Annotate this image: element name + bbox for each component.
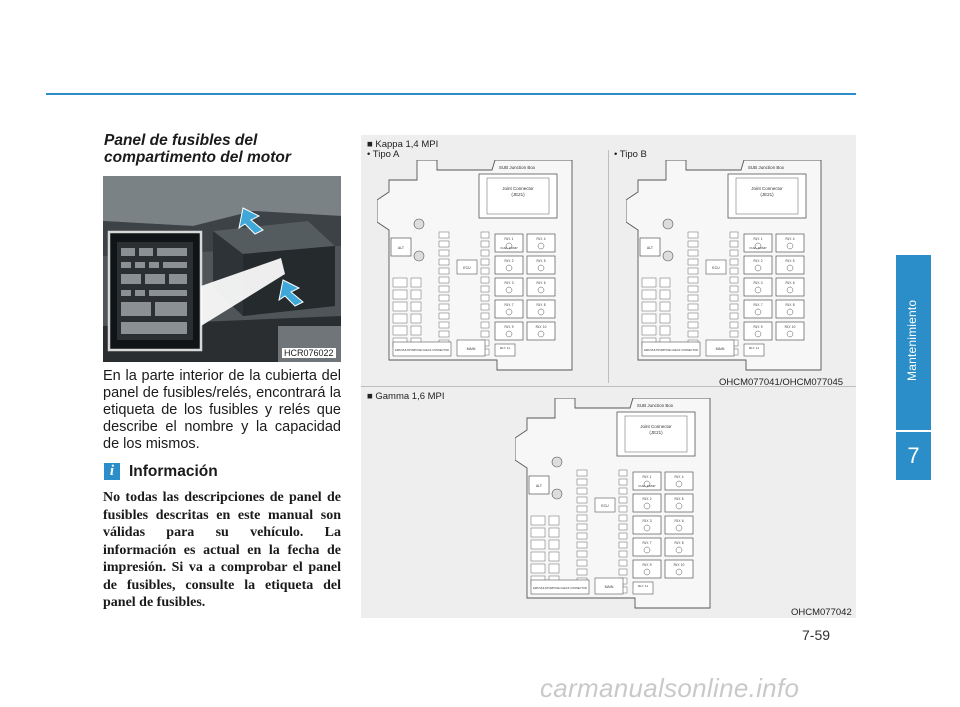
type-b-label: • Tipo B bbox=[614, 149, 647, 160]
info-icon: i bbox=[104, 463, 120, 480]
chapter-side-label: Mantenimiento bbox=[905, 299, 919, 381]
mini-fuse bbox=[439, 232, 449, 238]
mini-fuse bbox=[730, 322, 738, 328]
relay-label: RLY. 10 bbox=[673, 563, 685, 567]
relay-label: RLY. 4 bbox=[536, 237, 546, 241]
medium-fuse bbox=[531, 564, 545, 573]
relay-label: RLY. 2 bbox=[753, 259, 763, 263]
photo-code: HCR076022 bbox=[284, 348, 334, 358]
terminal-bolt bbox=[663, 251, 673, 261]
relay-label: RLY. 1 bbox=[504, 237, 514, 241]
mini-fuse bbox=[481, 286, 489, 292]
medium-fuse bbox=[642, 302, 656, 311]
mini-fuse bbox=[619, 470, 627, 476]
alt-label: ALT bbox=[397, 246, 405, 250]
mini-fuse bbox=[619, 569, 627, 575]
alt-label: ALT bbox=[535, 484, 543, 488]
medium-fuse bbox=[411, 290, 421, 299]
terminal-bolt bbox=[552, 457, 562, 467]
medium-fuse bbox=[549, 516, 559, 525]
relay-label: RLY. 5 bbox=[785, 259, 795, 263]
relay-label: RLY. 2 bbox=[504, 259, 514, 263]
relay-label: RLY. 4 bbox=[785, 237, 795, 241]
medium-fuse bbox=[531, 528, 545, 537]
mini-fuse bbox=[619, 524, 627, 530]
mini-fuse bbox=[730, 277, 738, 283]
medium-fuse bbox=[642, 290, 656, 299]
fuse-diagram-type-b bbox=[626, 160, 826, 380]
mini-fuse bbox=[619, 497, 627, 503]
section-title-line1: Panel de fusibles del bbox=[104, 132, 258, 149]
medium-fuse bbox=[642, 326, 656, 335]
mini-fuse bbox=[481, 322, 489, 328]
section-title-line2: compartimento del motor bbox=[104, 149, 291, 166]
mini-fuse bbox=[481, 250, 489, 256]
mini-fuse bbox=[619, 560, 627, 566]
relay-11-label: RLY. 11 bbox=[499, 346, 511, 350]
mini-fuse bbox=[439, 268, 449, 274]
mini-fuse bbox=[439, 259, 449, 265]
mini-fuse bbox=[730, 331, 738, 337]
joint-connector-label: Joint Connector bbox=[502, 186, 534, 191]
mini-fuse bbox=[439, 295, 449, 301]
page-number: 7-59 bbox=[802, 627, 831, 643]
joint-connector-id: (JE21) bbox=[649, 430, 663, 435]
relay-label: RLY. 4 bbox=[674, 475, 684, 479]
mini-fuse bbox=[688, 322, 698, 328]
ecu-label: ECU bbox=[463, 266, 471, 270]
medium-fuse bbox=[642, 314, 656, 323]
alt-label: ALT bbox=[646, 246, 654, 250]
engine-fuse-box-photo bbox=[103, 176, 341, 362]
mini-fuse bbox=[730, 295, 738, 301]
mini-fuse bbox=[688, 286, 698, 292]
fuse-diagram-type-a bbox=[377, 160, 577, 380]
mini-fuse bbox=[439, 277, 449, 283]
medium-fuse bbox=[660, 302, 670, 311]
relay-label: RLY. 3 bbox=[642, 519, 652, 523]
mini-fuse bbox=[688, 295, 698, 301]
fuse-diagram-svg bbox=[626, 160, 826, 375]
body-paragraph: En la parte interior de la cubierta del panel de fusibles/relés, encontrará la etiqueta de los fusibles y relés que describe el nombre y la capacidad de los mismos. bbox=[103, 368, 341, 452]
fuse-diagram-svg bbox=[515, 398, 715, 613]
mini-fuse bbox=[481, 268, 489, 274]
relay-label: RLY. 8 bbox=[536, 303, 546, 307]
ecu-label: ECU bbox=[601, 504, 609, 508]
relay-label: RLY. 6 bbox=[785, 281, 795, 285]
fuse-diagram-svg bbox=[377, 160, 577, 375]
joint-connector-id: (JE21) bbox=[511, 192, 525, 197]
junction-box-title: SUB Junction Box bbox=[747, 165, 785, 170]
mini-fuse bbox=[688, 259, 698, 265]
junction-box-title: SUB Junction Box bbox=[498, 165, 536, 170]
kappa-figure-code: OHCM077041/OHCM077045 bbox=[719, 377, 844, 388]
mini-fuse bbox=[730, 268, 738, 274]
medium-fuse bbox=[411, 314, 421, 323]
watermark: carmanualsonline.info bbox=[540, 673, 800, 703]
terminal-bolt bbox=[552, 489, 562, 499]
mini-fuse bbox=[481, 295, 489, 301]
mini-fuse bbox=[730, 304, 738, 310]
mini-fuse bbox=[577, 560, 587, 566]
relay-label: RLY. 3 bbox=[504, 281, 514, 285]
mini-fuse bbox=[577, 506, 587, 512]
mini-fuse bbox=[481, 232, 489, 238]
relay-label: RLY. 8 bbox=[785, 303, 795, 307]
mini-fuse bbox=[577, 479, 587, 485]
mini-fuse bbox=[439, 250, 449, 256]
medium-fuse bbox=[531, 516, 545, 525]
mini-fuse bbox=[619, 506, 627, 512]
joint-connector-id: (JE21) bbox=[760, 192, 774, 197]
mini-fuse bbox=[577, 542, 587, 548]
medium-fuse bbox=[660, 290, 670, 299]
medium-fuse bbox=[411, 278, 421, 287]
mini-fuse bbox=[439, 322, 449, 328]
mini-fuse bbox=[688, 331, 698, 337]
mini-fuse bbox=[619, 488, 627, 494]
mini-fuse bbox=[688, 277, 698, 283]
fuel-pump-label: FUEL PUMP bbox=[638, 484, 656, 488]
mini-fuse bbox=[688, 241, 698, 247]
mini-fuse bbox=[439, 286, 449, 292]
section-title bbox=[104, 132, 354, 166]
medium-fuse bbox=[393, 278, 407, 287]
mini-fuse bbox=[481, 259, 489, 265]
mini-fuse bbox=[577, 524, 587, 530]
joint-connector-label: Joint Connector bbox=[751, 186, 783, 191]
medium-fuse bbox=[411, 302, 421, 311]
medium-fuse bbox=[549, 552, 559, 561]
fuse-diagram-gamma bbox=[515, 398, 715, 618]
mini-fuse bbox=[577, 470, 587, 476]
mini-fuse bbox=[439, 304, 449, 310]
medium-fuse bbox=[393, 302, 407, 311]
relay-label: RLY. 9 bbox=[753, 325, 763, 329]
medium-fuse bbox=[393, 314, 407, 323]
mini-fuse bbox=[730, 241, 738, 247]
mini-fuse bbox=[481, 304, 489, 310]
mini-fuse bbox=[577, 515, 587, 521]
relay-label: RLY. 1 bbox=[753, 237, 763, 241]
gamma-figure-code: OHCM077042 bbox=[791, 607, 852, 618]
mini-fuse bbox=[577, 551, 587, 557]
relay-11-label: RLY. 11 bbox=[748, 346, 760, 350]
ecu-label: ECU bbox=[712, 266, 720, 270]
medium-fuse bbox=[531, 552, 545, 561]
relay-label: RLY. 1 bbox=[642, 475, 652, 479]
chapter-number: 7 bbox=[907, 443, 920, 468]
mini-fuse bbox=[619, 515, 627, 521]
relay-label: RLY. 5 bbox=[674, 497, 684, 501]
mini-fuse bbox=[577, 569, 587, 575]
mini-fuse bbox=[688, 268, 698, 274]
terminal-bolt bbox=[414, 219, 424, 229]
junction-box-title: SUB Junction Box bbox=[636, 403, 674, 408]
relay-11-label: RLY. 11 bbox=[637, 584, 649, 588]
relay-label: RLY. 5 bbox=[536, 259, 546, 263]
mini-fuse bbox=[688, 232, 698, 238]
relay-label: RLY. 7 bbox=[504, 303, 514, 307]
relay-label: RLY. 10 bbox=[784, 325, 796, 329]
fuel-pump-label: FUEL PUMP bbox=[749, 246, 767, 250]
mini-fuse bbox=[481, 277, 489, 283]
main-fuse-label: MAIN bbox=[715, 347, 725, 351]
relay-label: RLY. 6 bbox=[674, 519, 684, 523]
medium-fuse bbox=[411, 326, 421, 335]
mini-fuse bbox=[730, 250, 738, 256]
medium-fuse bbox=[660, 314, 670, 323]
mini-fuse bbox=[439, 241, 449, 247]
relay-label: RLY. 2 bbox=[642, 497, 652, 501]
mini-fuse bbox=[619, 479, 627, 485]
relay-label: RLY. 9 bbox=[504, 325, 514, 329]
mini-fuse bbox=[619, 551, 627, 557]
mini-fuse bbox=[688, 304, 698, 310]
mini-fuse bbox=[577, 497, 587, 503]
kappa-label: ■ Kappa 1,4 MPI bbox=[367, 139, 439, 150]
medium-fuse bbox=[642, 278, 656, 287]
mini-fuse bbox=[577, 533, 587, 539]
medium-fuse bbox=[549, 528, 559, 537]
medium-fuse bbox=[549, 540, 559, 549]
relay-label: RLY. 7 bbox=[642, 541, 652, 545]
terminal-bolt bbox=[663, 219, 673, 229]
main-fuse-label: MAIN bbox=[604, 585, 614, 589]
mini-fuse bbox=[439, 331, 449, 337]
medium-fuse bbox=[531, 540, 545, 549]
relay-label: RLY. 6 bbox=[536, 281, 546, 285]
check-connector-label: EMS MULTIPURPOSE CHECK CONNECTOR bbox=[644, 349, 698, 352]
medium-fuse bbox=[393, 290, 407, 299]
mini-fuse bbox=[481, 241, 489, 247]
top-rule bbox=[46, 93, 856, 95]
mini-fuse bbox=[481, 331, 489, 337]
mini-fuse bbox=[730, 232, 738, 238]
check-connector-label: EMS MULTIPURPOSE CHECK CONNECTOR bbox=[533, 587, 587, 590]
mini-fuse bbox=[730, 313, 738, 319]
type-a-label: • Tipo A bbox=[367, 149, 400, 160]
mini-fuse bbox=[730, 286, 738, 292]
medium-fuse bbox=[660, 326, 670, 335]
mini-fuse bbox=[481, 313, 489, 319]
engine-photo-illustration bbox=[103, 176, 341, 362]
mini-fuse bbox=[619, 533, 627, 539]
terminal-bolt bbox=[414, 251, 424, 261]
medium-fuse bbox=[549, 564, 559, 573]
mini-fuse bbox=[439, 313, 449, 319]
relay-label: RLY. 8 bbox=[674, 541, 684, 545]
check-connector-label: EMS MULTIPURPOSE CHECK CONNECTOR bbox=[395, 349, 449, 352]
fuel-pump-label: FUEL PUMP bbox=[500, 246, 518, 250]
info-heading: Información bbox=[129, 463, 218, 480]
mini-fuse bbox=[688, 250, 698, 256]
medium-fuse bbox=[393, 326, 407, 335]
joint-connector-label: Joint Connector bbox=[640, 424, 672, 429]
relay-label: RLY. 3 bbox=[753, 281, 763, 285]
gamma-label: ■ Gamma 1,6 MPI bbox=[367, 391, 445, 402]
figure-divider-vertical bbox=[608, 150, 609, 383]
main-fuse-label: MAIN bbox=[466, 347, 476, 351]
mini-fuse bbox=[619, 542, 627, 548]
relay-label: RLY. 10 bbox=[535, 325, 547, 329]
relay-label: RLY. 7 bbox=[753, 303, 763, 307]
mini-fuse bbox=[688, 313, 698, 319]
mini-fuse bbox=[730, 259, 738, 265]
relay-label: RLY. 9 bbox=[642, 563, 652, 567]
medium-fuse bbox=[660, 278, 670, 287]
info-paragraph: No todas las descripciones de panel de fusibles descritas en este manual son válidas para su vehículo. La información es actual en la fecha de impresión. Si va a comprobar el panel de fusibles, consulte la etiqueta del panel de fusibles. bbox=[103, 490, 341, 610]
mini-fuse bbox=[577, 488, 587, 494]
